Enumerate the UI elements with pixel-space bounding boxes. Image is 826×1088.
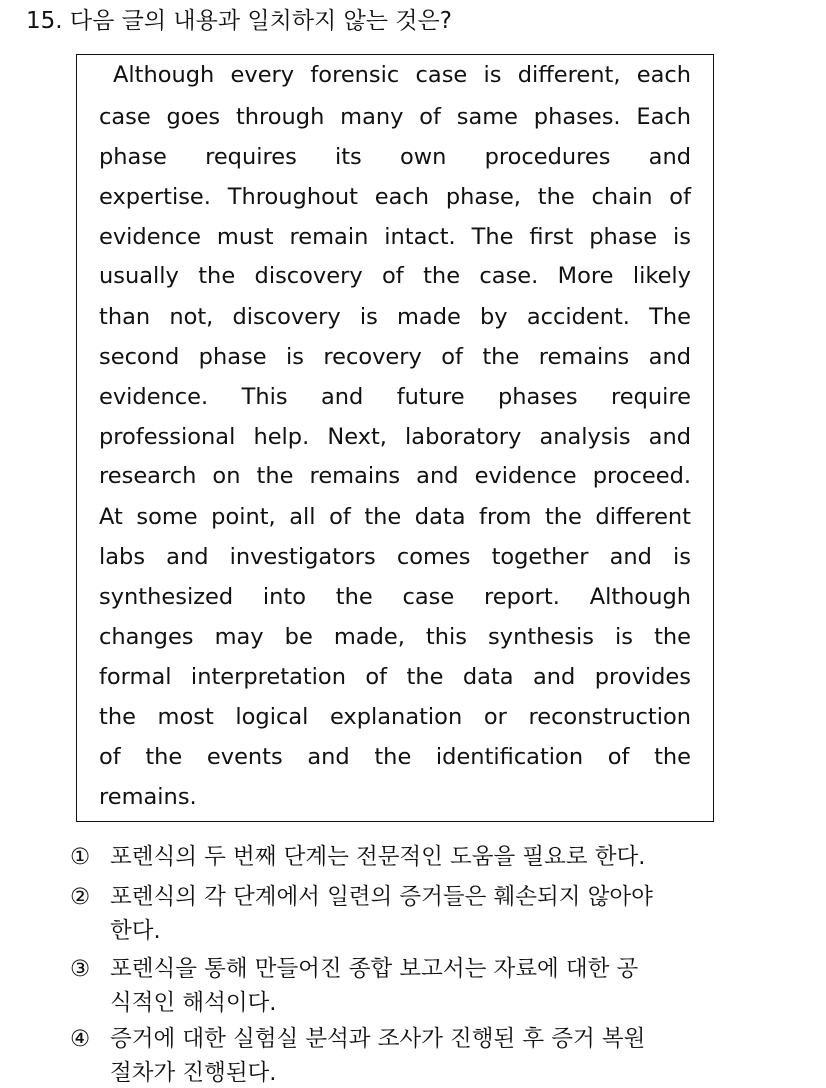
question-title: 15. 다음 글의 내용과 일치하지 않는 것은? — [26, 8, 452, 34]
passage-line: evidence must remain intact. The first phase is — [99, 224, 691, 250]
choice-marker: ② — [70, 884, 91, 910]
passage-line: At some point, all of the data from the different — [99, 504, 691, 530]
choice-marker: ③ — [70, 956, 91, 982]
passage-line: professional help. Next, laboratory analysis and — [99, 424, 691, 450]
passage-line: synthesized into the case report. Although — [99, 584, 691, 610]
passage-line: Although every forensic case is different, each — [113, 62, 691, 88]
passage-line: evidence. This and future phases require — [99, 384, 691, 410]
passage-line: research on the remains and evidence proceed. — [99, 463, 691, 489]
passage-box — [76, 54, 714, 822]
choice-text: 포렌식의 각 단계에서 일련의 증거들은 훼손되지 않아야 — [110, 884, 653, 910]
passage-line: remains. — [99, 784, 197, 810]
passage-line: usually the discovery of the case. More likely — [99, 263, 691, 289]
passage-line: phase requires its own procedures and — [99, 144, 691, 170]
choice-text-continued: 한다. — [110, 918, 161, 944]
choice-line — [70, 954, 754, 984]
passage-line: changes may be made, this synthesis is the — [99, 624, 691, 650]
choice-line — [70, 882, 754, 912]
choice-marker: ④ — [70, 1026, 91, 1052]
passage-line: second phase is recovery of the remains and — [99, 344, 691, 370]
passage-line: the most logical explanation or reconstruction — [99, 704, 691, 730]
choice-text: 포렌식을 통해 만들어진 종합 보고서는 자료에 대한 공 — [110, 956, 639, 982]
choice-text: 증거에 대한 실험실 분석과 조사가 진행된 후 증거 복원 — [110, 1026, 646, 1052]
choice-line — [70, 842, 754, 872]
passage-line: expertise. Throughout each phase, the chain of — [99, 184, 691, 210]
choice-text-continued: 절차가 진행된다. — [110, 1060, 277, 1086]
choice-line — [70, 1024, 754, 1054]
passage-line: labs and investigators comes together and is — [99, 544, 691, 570]
passage-line: than not, discovery is made by accident. The — [99, 304, 691, 330]
choice-text: 포렌식의 두 번째 단계는 전문적인 도움을 필요로 한다. — [110, 844, 646, 870]
choice-text-continued: 식적인 해석이다. — [110, 990, 277, 1016]
choice-marker: ① — [70, 844, 91, 870]
passage-line: case goes through many of same phases. Each — [99, 104, 691, 130]
passage-line: formal interpretation of the data and provides — [99, 664, 691, 690]
passage-line: of the events and the identification of the — [99, 744, 691, 770]
